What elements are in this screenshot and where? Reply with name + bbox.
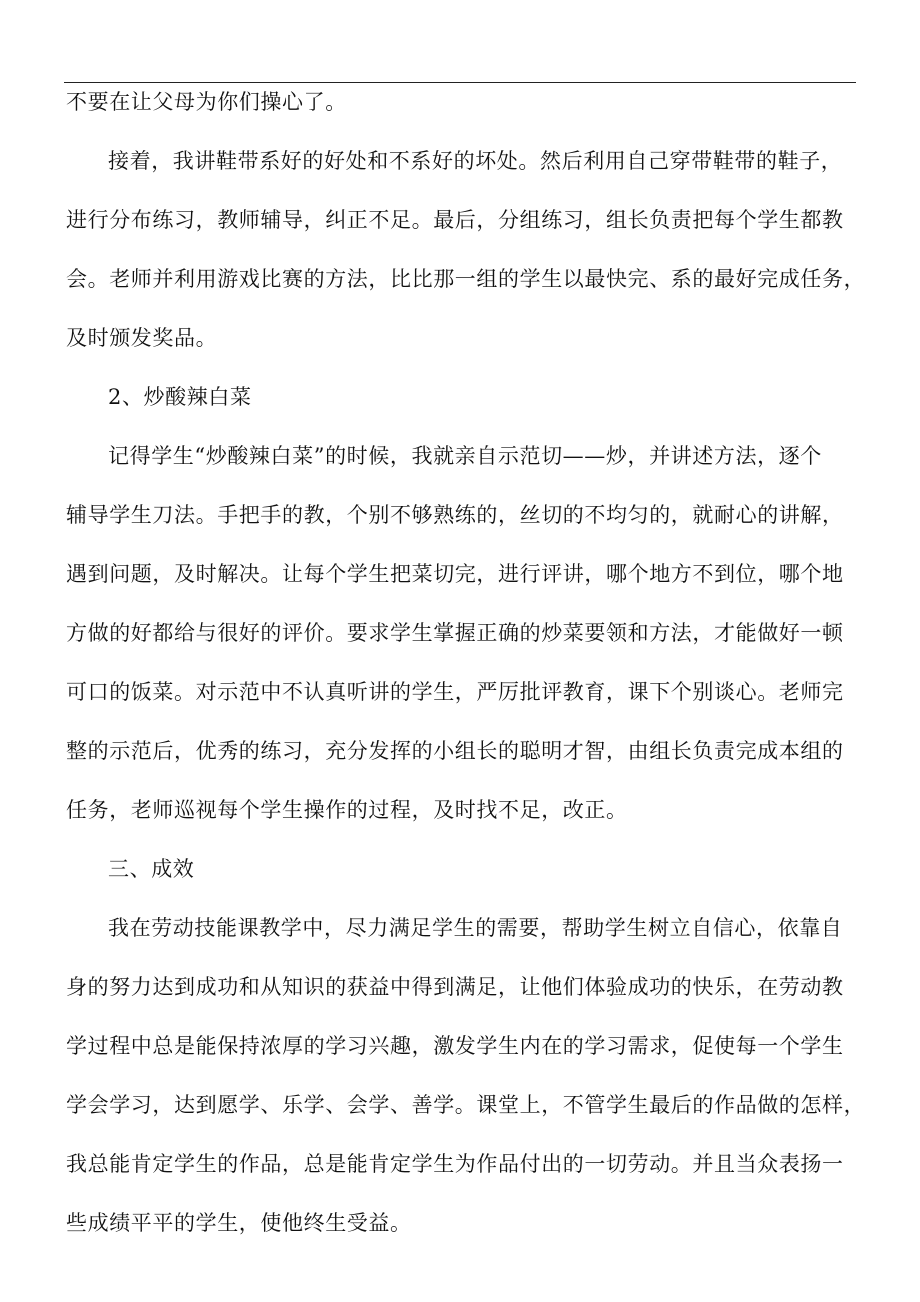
section-heading: 三、成效: [108, 857, 195, 881]
paragraph-line: 会。老师并利用游戏比赛的方法，比比那一组的学生以最快完、系的最好完成任务，: [66, 267, 866, 291]
paragraph-line: 辅导学生刀法。手把手的教，个别不够熟练的，丝切的不均匀的，就耐心的讲解，: [66, 503, 844, 527]
paragraph-line: 我在劳动技能课教学中，尽力满足学生的需要，帮助学生树立自信心，依靠自: [108, 916, 843, 940]
paragraph-line: 学会学习，达到愿学、乐学、会学、善学。课堂上，不管学生最后的作品做的怎样，: [66, 1093, 866, 1117]
paragraph-line: 接着，我讲鞋带系好的好处和不系好的坏处。然后利用自己穿带鞋带的鞋子，: [108, 149, 843, 173]
paragraph-line: 学过程中总是能保持浓厚的学习兴趣，激发学生内在的学习需求，促使每一个学生: [66, 1034, 844, 1058]
paragraph-line: 任务，老师巡视每个学生操作的过程，及时找不足，改正。: [66, 798, 628, 822]
paragraph-line: 不要在让父母为你们操心了。: [66, 90, 347, 114]
paragraph-line: 方做的好都给与很好的评价。要求学生掌握正确的炒菜要领和方法，才能做好一顿: [66, 621, 844, 645]
paragraph-line: 身的努力达到成功和从知识的获益中得到满足，让他们体验成功的快乐，在劳动教: [66, 975, 844, 999]
paragraph-line: 可口的饭菜。对示范中不认真听讲的学生，严厉批评教育，课下个别谈心。老师完: [66, 680, 844, 704]
paragraph-line: 进行分布练习，教师辅导，纠正不足。最后，分组练习，组长负责把每个学生都教: [66, 208, 844, 232]
paragraph-line: 记得学生“炒酸辣白菜”的时候，我就亲自示范切——炒，并讲述方法，逐个: [108, 444, 822, 468]
paragraph-line: 及时颁发奖品。: [66, 326, 218, 350]
paragraph-line: 遇到问题，及时解决。让每个学生把菜切完，进行评讲，哪个地方不到位，哪个地: [66, 562, 844, 586]
header-rule: [64, 82, 856, 83]
section-heading: 2、炒酸辣白菜: [108, 385, 252, 409]
paragraph-line: 整的示范后，优秀的练习，充分发挥的小组长的聪明才智，由组长负责完成本组的: [66, 739, 844, 763]
paragraph-line: 我总能肯定学生的作品，总是能肯定学生为作品付出的一切劳动。并且当众表扬一: [66, 1152, 844, 1176]
paragraph-line: 些成绩平平的学生，使他终生受益。: [66, 1211, 412, 1235]
